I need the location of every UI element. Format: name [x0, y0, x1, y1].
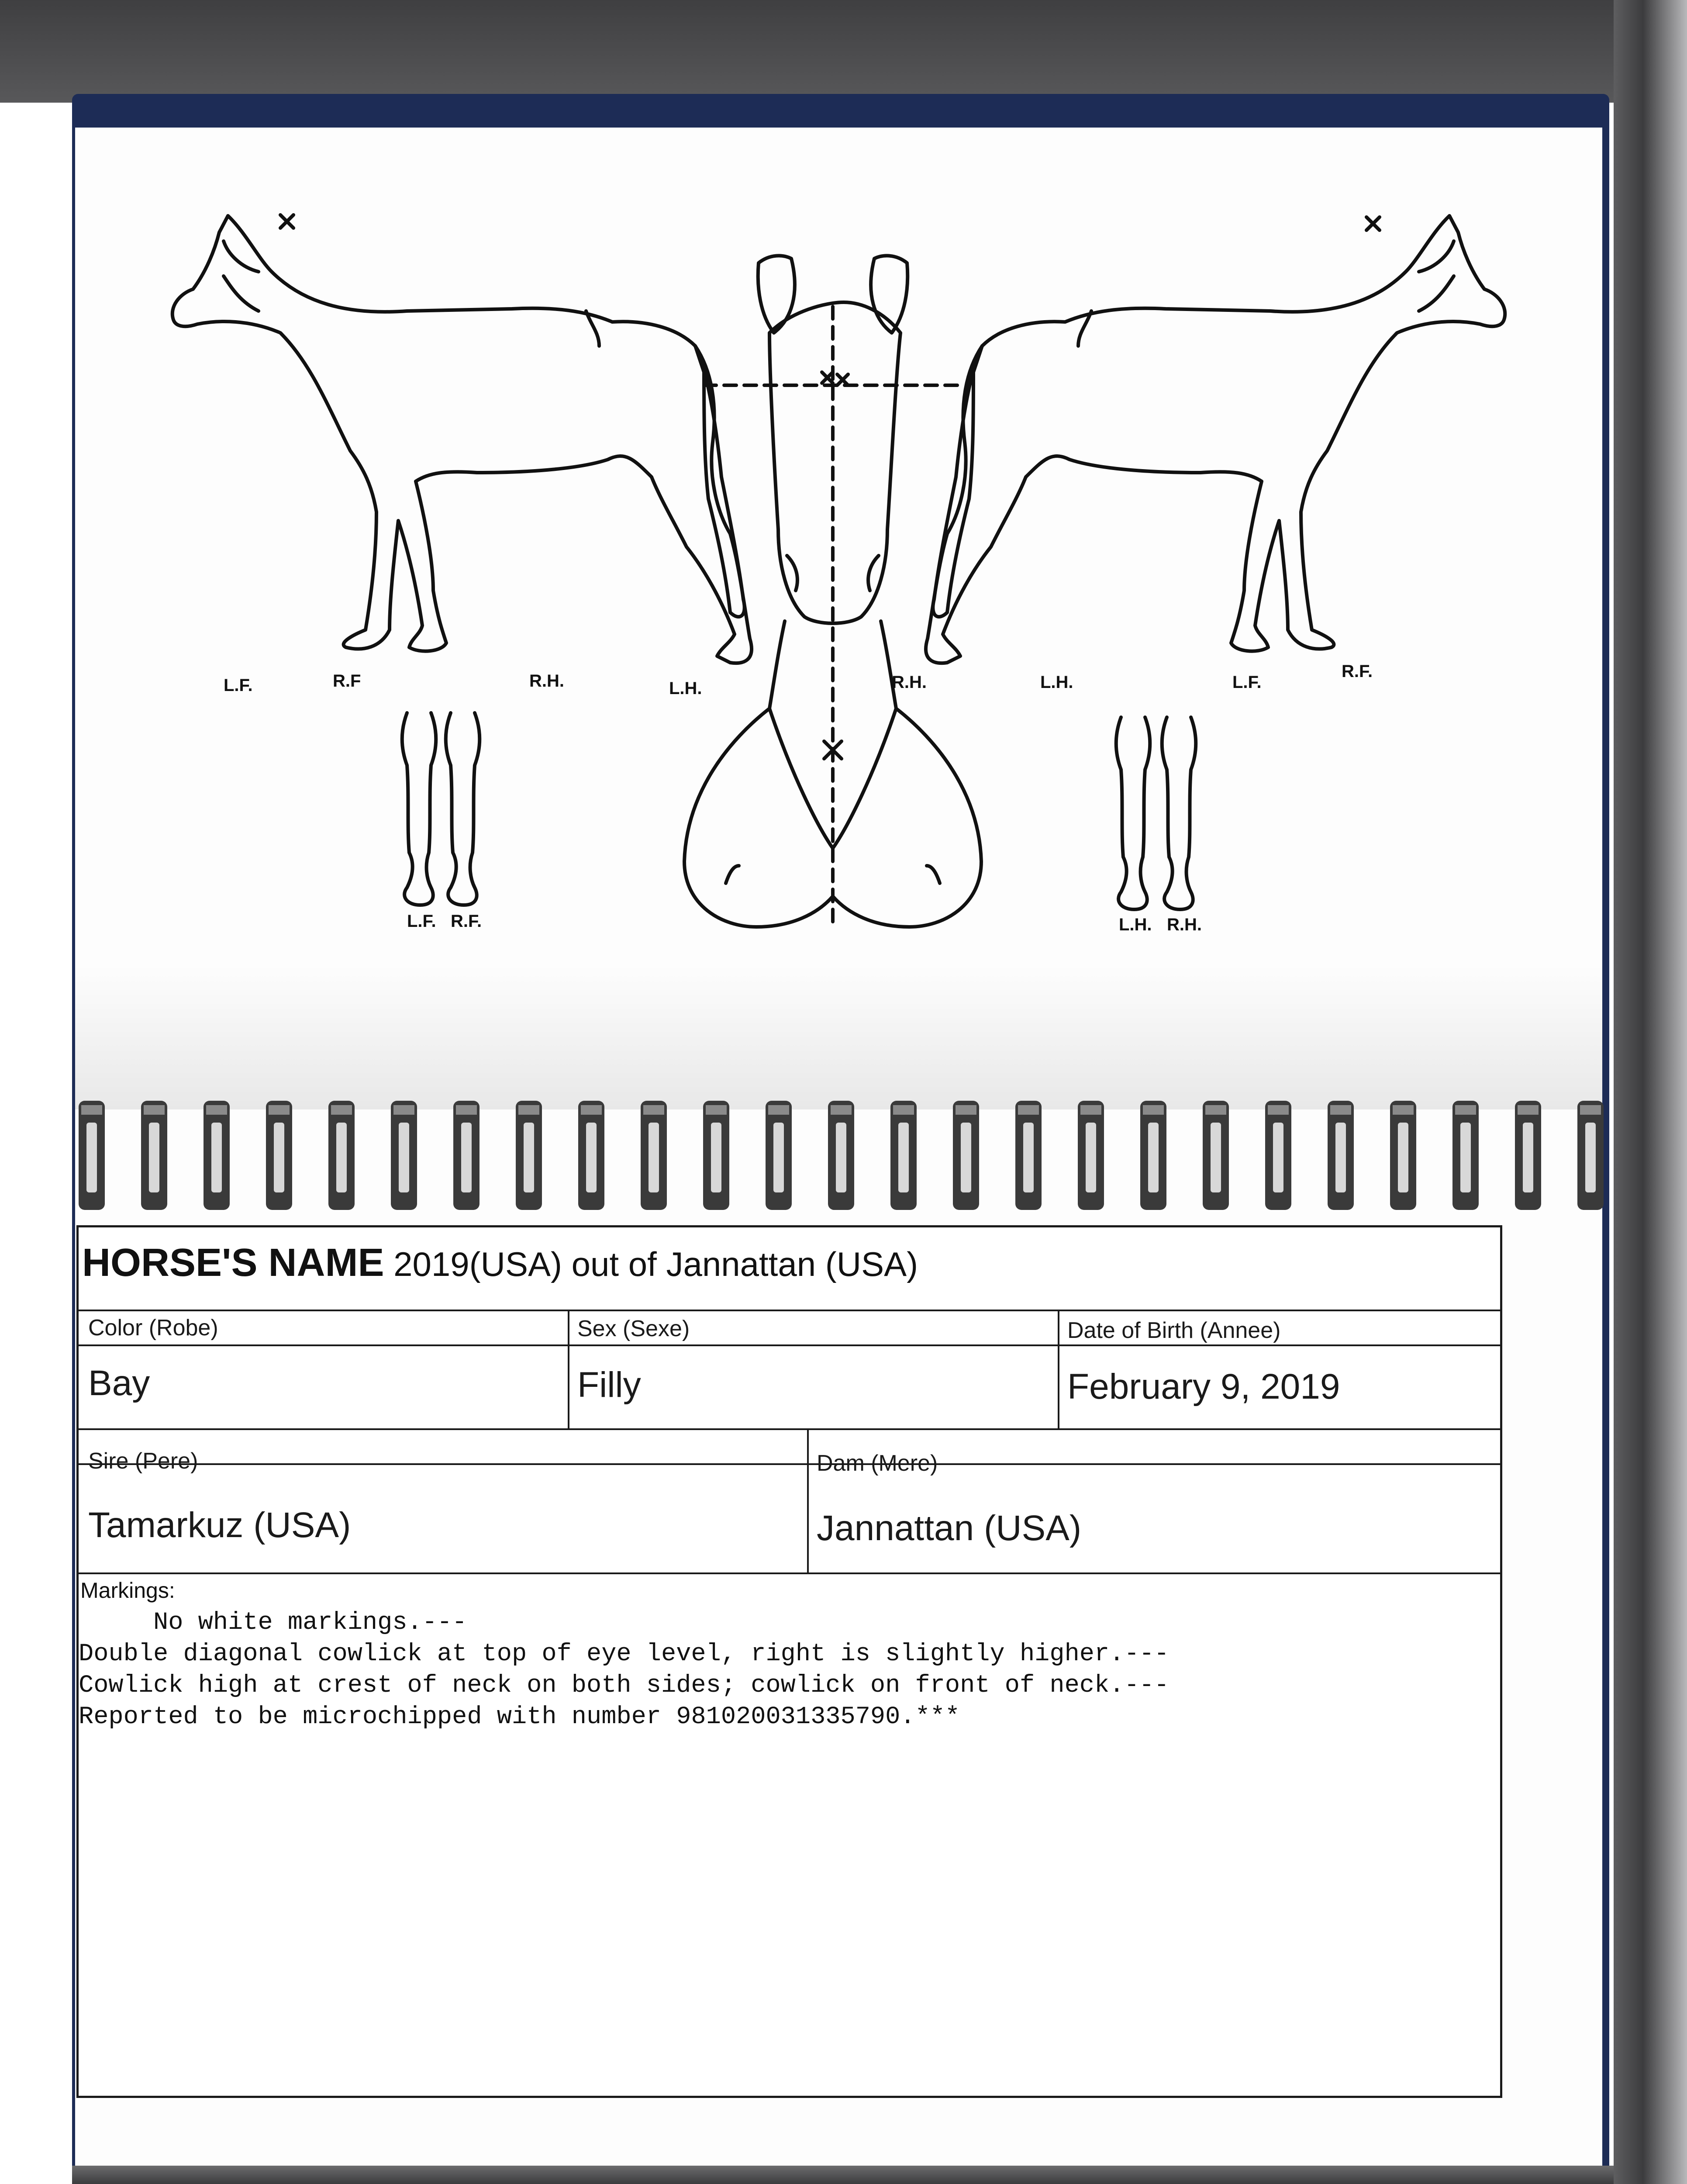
binding-coil	[641, 1101, 667, 1210]
column-divider	[807, 1428, 809, 1572]
binding-coil	[703, 1101, 729, 1210]
markings-line: Reported to be microchipped with number 981020031335790.***	[79, 1703, 960, 1731]
right-profile-label-rf: R.F.	[1342, 662, 1373, 681]
binding-coil	[1078, 1101, 1104, 1210]
horse-name-value: 2019(USA) out of Jannattan (USA)	[384, 1245, 918, 1283]
scan-background-top	[0, 0, 1687, 103]
scan-background-right	[1614, 0, 1687, 2184]
horse-name-title	[82, 1241, 918, 1286]
binding-coil	[890, 1101, 917, 1210]
binding-coil	[266, 1101, 292, 1210]
scan-margin-left	[0, 0, 72, 2184]
binding-coil	[204, 1101, 230, 1210]
markings-section	[79, 1574, 1500, 2094]
right-profile-label-lf: L.F.	[1232, 673, 1262, 692]
markings-label: Markings:	[80, 1578, 175, 1603]
markings-text	[79, 1607, 1169, 1733]
dam-value: Jannattan (USA)	[817, 1508, 1082, 1548]
left-profile-label-rh: R.H.	[529, 671, 564, 691]
scan-background-bottom	[72, 2166, 1614, 2184]
sex-value: Filly	[577, 1365, 641, 1405]
row-divider	[79, 1463, 1500, 1465]
hind-legs-label-lh: L.H.	[1119, 915, 1152, 934]
binding-coil	[578, 1101, 604, 1210]
spiral-binding	[66, 1092, 1620, 1223]
horse-marking-diagram	[75, 128, 1602, 957]
binding-coil	[1265, 1101, 1291, 1210]
hind-legs-label-rh: R.H.	[1167, 915, 1202, 934]
binding-coil	[516, 1101, 542, 1210]
binding-coil	[391, 1101, 417, 1210]
front-legs-detail-icon	[402, 713, 480, 905]
horse-identification-form	[76, 1225, 1502, 2098]
binding-coil	[1452, 1101, 1479, 1210]
markings-line: Double diagonal cowlick at top of eye level, right is slightly higher.---	[79, 1640, 1170, 1668]
front-legs-label-rf: R.F.	[451, 912, 482, 931]
binding-coil	[1015, 1101, 1042, 1210]
binding-coil	[1203, 1101, 1229, 1210]
front-legs-label-lf: L.F.	[407, 912, 436, 931]
markings-line: Cowlick high at crest of neck on both sides; cowlick on front of neck.---	[79, 1672, 1170, 1700]
binding-coil	[141, 1101, 167, 1210]
page-curl-shadow	[75, 965, 1602, 1109]
date-of-birth-value: February 9, 2019	[1067, 1367, 1340, 1406]
row-divider	[79, 1428, 1500, 1430]
right-profile-label-lh: L.H.	[1040, 673, 1073, 692]
left-profile-label-lh: L.H.	[669, 679, 702, 698]
left-profile-horse-icon	[172, 215, 752, 663]
date-of-birth-label: Date of Birth (Annee)	[1067, 1318, 1281, 1343]
markings-line: No white markings.---	[79, 1609, 467, 1637]
sire-value: Tamarkuz (USA)	[88, 1505, 351, 1545]
binding-coil	[79, 1101, 105, 1210]
right-profile-label-rh: R.H.	[892, 673, 927, 692]
right-profile-horse-icon	[926, 216, 1505, 663]
binding-coil	[953, 1101, 979, 1210]
hind-legs-detail-icon	[1116, 717, 1196, 909]
left-profile-label-lf: L.F.	[224, 676, 253, 695]
column-divider	[568, 1310, 569, 1428]
binding-coil	[1140, 1101, 1166, 1210]
left-profile-label-rf: R.F	[333, 671, 361, 691]
binding-coil	[1328, 1101, 1354, 1210]
row-divider	[79, 1344, 1500, 1346]
binding-coil	[766, 1101, 792, 1210]
binding-coil	[828, 1101, 854, 1210]
sire-label: Sire (Pere)	[88, 1448, 198, 1474]
horse-name-label: HORSE'S NAME	[82, 1241, 384, 1285]
binding-coil	[328, 1101, 355, 1210]
dam-label: Dam (Mere)	[817, 1451, 938, 1476]
color-label: Color (Robe)	[88, 1315, 218, 1341]
row-divider	[79, 1310, 1500, 1311]
binding-coil	[453, 1101, 480, 1210]
binding-coil	[1390, 1101, 1416, 1210]
binding-coil	[1577, 1101, 1604, 1210]
binding-coil	[1515, 1101, 1541, 1210]
column-divider	[1058, 1310, 1059, 1428]
sex-label: Sex (Sexe)	[577, 1316, 690, 1341]
color-value: Bay	[88, 1363, 150, 1403]
